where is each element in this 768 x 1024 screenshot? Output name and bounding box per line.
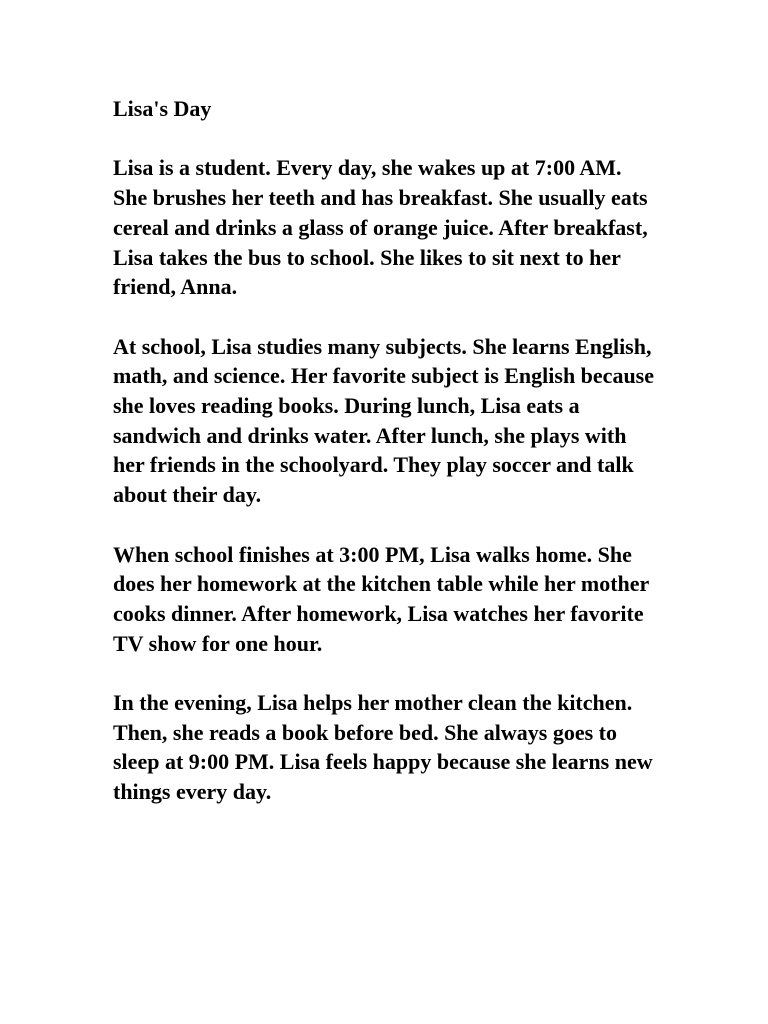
paragraph-4: In the evening, Lisa helps her mother clean the kitchen. Then, she reads a book before bed. She always goes to sleep at 9:00 PM. Lisa feels happy because she learns new things every day.: [113, 690, 653, 805]
paragraph-1: Lisa is a student. Every day, she wakes up at 7:00 AM. She brushes her teeth and has breakfast. She usually eats cereal and drinks a glass of orange juice. After breakfast, Lisa takes the bus to school. She likes to sit next to her friend, Anna.: [113, 155, 648, 300]
document-page: [113, 94, 658, 837]
document-title: Lisa's Day: [113, 96, 212, 121]
paragraph-3: When school finishes at 3:00 PM, Lisa walks home. She does her homework at the kitchen table while her mother cooks dinner. After homework, Lisa watches her favorite TV show for one hour.: [113, 541, 649, 656]
paragraph-2: At school, Lisa studies many subjects. She learns English, math, and science. Her favorite subject is English because she loves reading books. During lunch, Lisa eats a sandwich and drinks water. After lunch, she plays with her friends in the schoolyard. They play soccer and talk about their day.: [113, 333, 655, 508]
